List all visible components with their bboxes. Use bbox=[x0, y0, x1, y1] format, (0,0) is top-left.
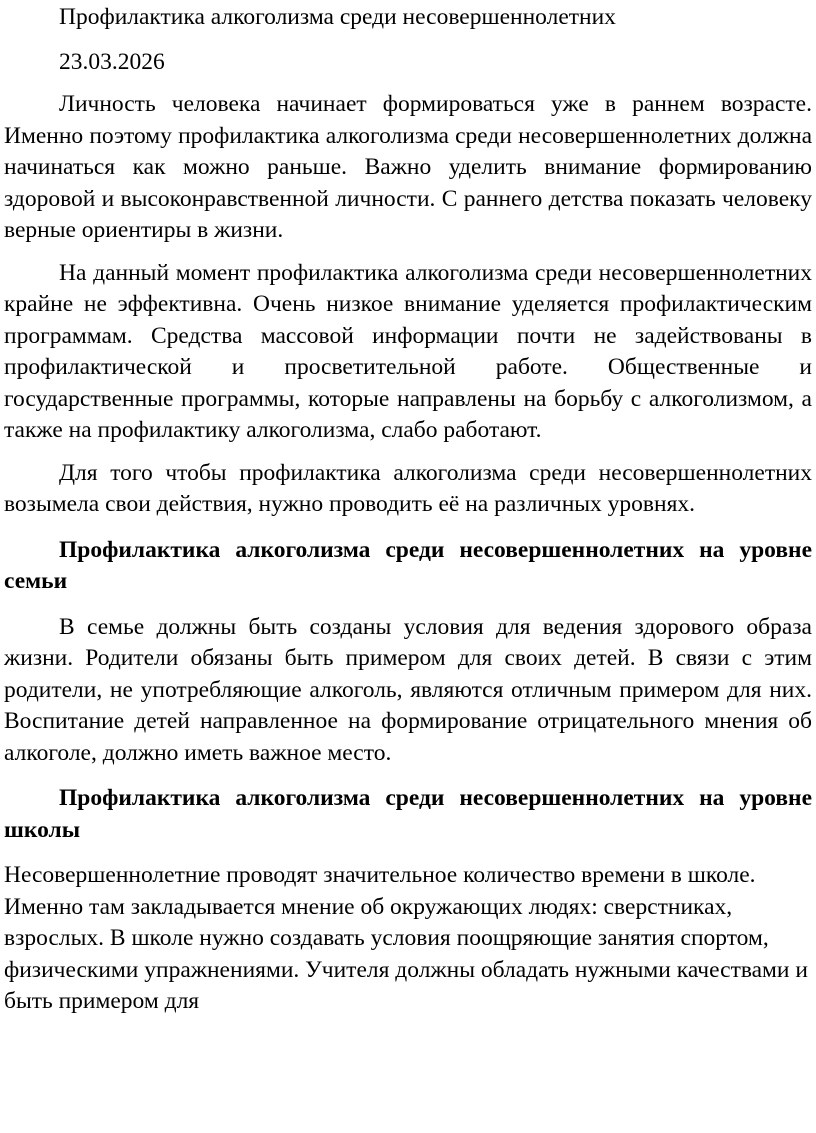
document-title: Профилактика алкоголизма среди несовершеннолетних bbox=[59, 4, 616, 30]
section-text-family: В семье должны быть созданы условия для ведения здорового образа жизни. Родители обязаны быть примером для своих детей. В связи с этим родители, не употребляющие алкоголь, являются отличным примером для них. Воспитание детей направленное на формирование отрицательного мнения об алкоголе, должно иметь важное место. bbox=[4, 613, 812, 766]
section-heading-family: Профилактика алкоголизма среди несовершеннолетних на уровне семьи bbox=[4, 536, 812, 594]
paragraph-intro: Личность человека начинает формироваться уже в раннем возрасте. Именно поэтому профилактика алкоголизма среди несовершеннолетних должна начинаться как можно раньше. Важно уделить внимание формированию здоровой и высоконравственной личности. С раннего детства показать человеку верные ориентиры в жизни. bbox=[4, 91, 812, 243]
document-date: 23.03.2026 bbox=[59, 48, 165, 75]
paragraph-current-state: На данный момент профилактика алкоголизма среди несовершеннолетних крайне не эффективна. Очень низкое внимание уделяется профилактическим программам. Средства массовой информации почти не задействованы в профилактической и просветительной работе. Общественные и государственные программы, которые направлены на борьбу с алкоголизмом, а также на профилактику алкоголизма, слабо работают. bbox=[4, 259, 812, 443]
section-heading-school: Профилактика алкоголизма среди несовершеннолетних на уровне школы bbox=[4, 785, 812, 843]
paragraph-levels: Для того чтобы профилактика алкоголизма среди несовершеннолетних возымела свои действия, нужно проводить её на различных уровнях. bbox=[4, 459, 812, 517]
document-page bbox=[4, 0, 812, 1018]
section-text-school: Несовершеннолетние проводят значительное количество времени в школе. Именно там закладывается мнение об окружающих людях: сверстниках, взрослых. В школе нужно создавать условия поощряющие занятия спортом, физическими упражнениями. Учителя должны обладать нужными качествами и быть примером для bbox=[4, 862, 808, 1014]
